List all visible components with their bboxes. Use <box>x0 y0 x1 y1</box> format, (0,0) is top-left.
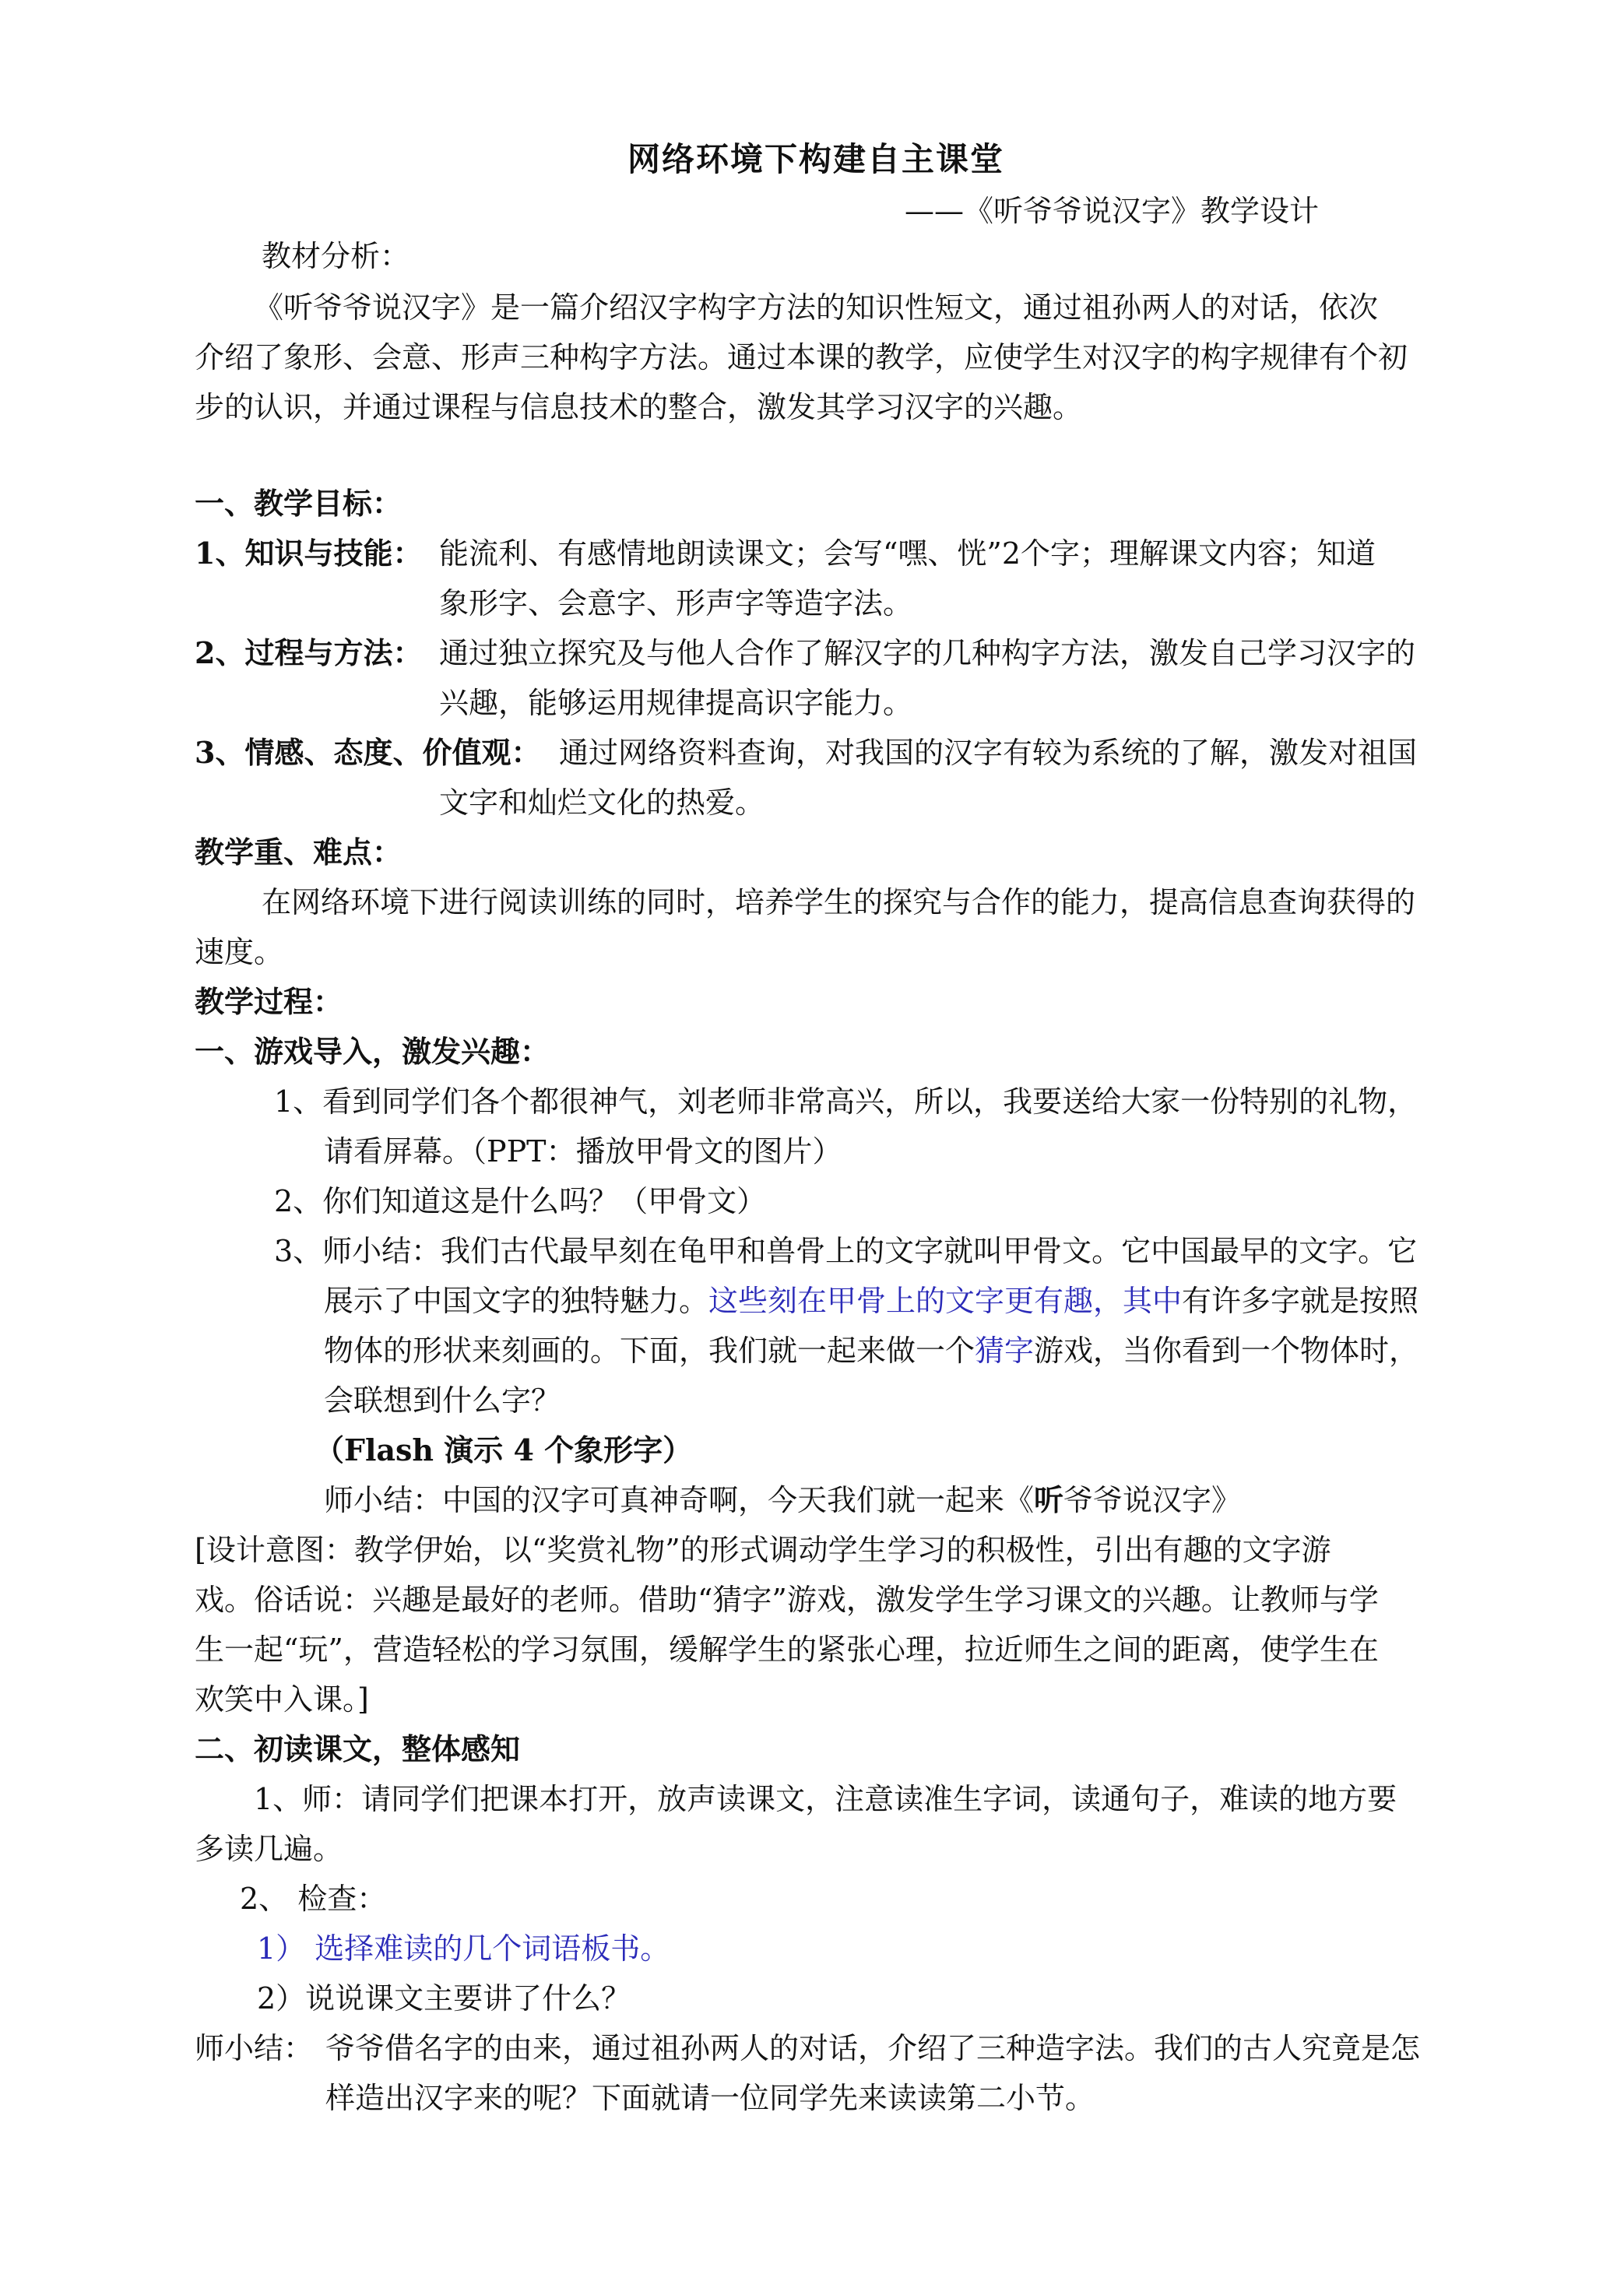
goal1-text: 象形字、会意字、形声字等造字法。 <box>439 586 913 620</box>
text-run: 展示了中国文字的独特魅力。 <box>324 1284 709 1318</box>
goal1-text: 能流利、有感情地朗读课文；会写“嘿、恍”2个字；理解课文内容；知道 <box>439 536 1376 571</box>
flash-note: （Flash 演示 4 个象形字） <box>315 1432 693 1467</box>
step1-heading: 一、游戏导入，激发兴趣： <box>195 1034 550 1069</box>
highlighted-text: 猜字 <box>975 1334 1035 1368</box>
design-intent-line: 生一起“玩”，营造轻松的学习氛围，缓解学生的紧张心理，拉近师生之间的距离，使学生在 <box>195 1633 1379 1667</box>
step2-item: 2、 检查： <box>240 1882 387 1916</box>
step2-item: 多读几遍。 <box>195 1832 343 1866</box>
key-points-text: 速度。 <box>195 935 284 969</box>
step2-subitem: 1） 选择难读的几个词语板书。 <box>257 1931 670 1966</box>
step1-item-mixed <box>324 1275 1418 1327</box>
step2-summary-text: 爷爷借名字的由来，通过祖孙两人的对话，介绍了三种造字法。我们的古人究竟是怎 <box>325 2031 1421 2065</box>
step2-summary-text: 样造出汉字来的呢？下面就请一位同学先来读读第二小节。 <box>325 2081 1095 2115</box>
highlighted-text: 这些刻在甲骨上的文字更有趣，其中 <box>708 1284 1183 1318</box>
bold-text: 听 <box>1034 1482 1064 1517</box>
text-run: 物体的形状来刻画的。下面，我们就一起来做一个 <box>324 1334 975 1368</box>
goal2-text: 兴趣，能够运用规律提高识字能力。 <box>439 686 913 720</box>
process-heading: 教学过程： <box>195 984 343 1019</box>
text-run: 游戏，当你看到一个物体时， <box>1034 1334 1419 1368</box>
goal3-label: 3、情感、态度、价值观： <box>195 735 541 770</box>
text-run: 师小结：中国的汉字可真神奇啊，今天我们就一起来《 <box>324 1483 1035 1517</box>
step1-summary <box>324 1474 1241 1526</box>
text-run: 有许多字就是按照 <box>1182 1284 1419 1318</box>
goal2-text: 通过独立探究及与他人合作了解汉字的几种构字方法，激发自己学习汉字的 <box>439 636 1416 670</box>
analysis-line: 步的认识，并通过课程与信息技术的整合，激发其学习汉字的兴趣。 <box>195 390 1083 424</box>
design-intent-line: [设计意图：教学伊始，以“奖赏礼物”的形式调动学生学习的积极性，引出有趣的文字游 <box>195 1533 1331 1567</box>
text-run: 爷爷说汉字》 <box>1063 1483 1242 1517</box>
goals-heading: 一、教学目标： <box>195 486 402 521</box>
step1-item: 3、师小结：我们古代最早刻在龟甲和兽骨上的文字就叫甲骨文。它中国最早的文字。它 <box>274 1234 1418 1268</box>
key-points-heading: 教学重、难点： <box>195 835 402 870</box>
goal3-text: 文字和灿烂文化的热爱。 <box>439 786 765 820</box>
step2-heading: 二、初读课文，整体感知 <box>195 1731 521 1766</box>
design-intent-line: 戏。俗话说：兴趣是最好的老师。借助“猜字”游戏，激发学生学习课文的兴趣。让教师与学 <box>195 1583 1379 1617</box>
step1-item-mixed <box>324 1325 1418 1376</box>
doc-subtitle: ——《听爷爷说汉字》教学设计 <box>905 194 1320 228</box>
step1-item: 2、你们知道这是什么吗？（甲骨文） <box>274 1184 767 1218</box>
analysis-line: 《听爷爷说汉字》是一篇介绍汉字构字方法的知识性短文，通过祖孙两人的对话，依次 <box>254 290 1379 325</box>
step1-item: 1、看到同学们各个都很神气，刘老师非常高兴，所以，我要送给大家一份特别的礼物， <box>274 1084 1418 1119</box>
analysis-line: 介绍了象形、会意、形声三种构字方法。通过本课的教学，应使学生对汉字的构字规律有个初 <box>195 340 1408 374</box>
step1-item: 请看屏幕。（PPT：播放甲骨文的图片） <box>324 1134 842 1169</box>
doc-title: 网络环境下构建自主课堂 <box>627 140 1005 178</box>
design-intent-line: 欢笑中入课。] <box>195 1682 369 1717</box>
step2-summary-label: 师小结： <box>195 2031 314 2065</box>
step2-item: 1、师：请同学们把课本打开，放声读课文，注意读准生字词，读通句子，难读的地方要 <box>254 1782 1397 1816</box>
key-points-text: 在网络环境下进行阅读训练的同时，培养学生的探究与合作的能力，提高信息查询获得的 <box>262 885 1416 919</box>
goal2-label: 2、过程与方法： <box>195 635 423 670</box>
goal1-label: 1、知识与技能： <box>195 536 423 571</box>
step1-item: 会联想到什么字？ <box>324 1383 561 1418</box>
step2-subitem: 2）说说课文主要讲了什么？ <box>257 1981 631 2016</box>
analysis-heading: 教材分析： <box>262 239 410 273</box>
goal3-text: 通过网络资料查询，对我国的汉字有较为系统的了解，激发对祖国 <box>559 736 1418 770</box>
